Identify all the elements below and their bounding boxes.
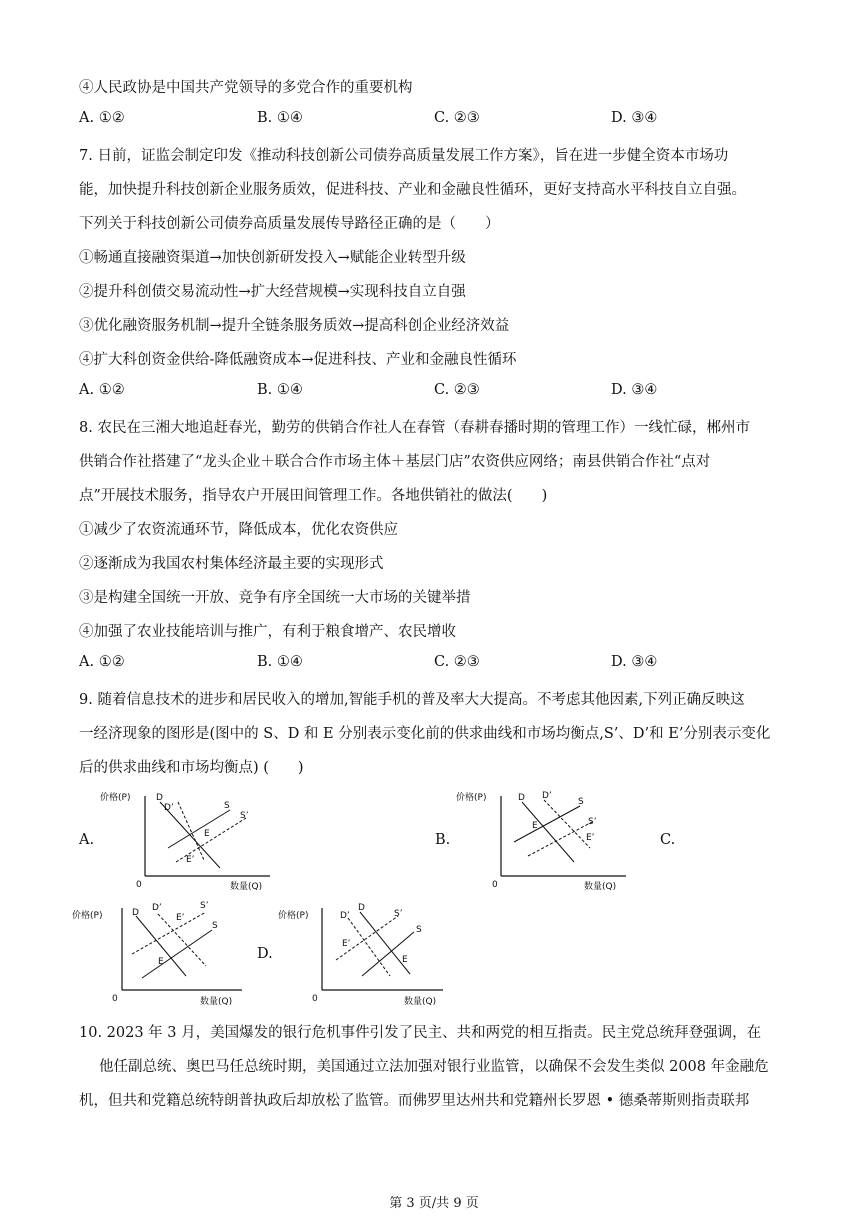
supply-curve-s-prime bbox=[132, 912, 206, 954]
label-d-prime: D’ bbox=[152, 903, 162, 913]
q8-stem-line-3: 点”开展技术服务，指导农户开展田间管理工作。各地供销社的做法( ) bbox=[79, 488, 548, 504]
graph-d bbox=[278, 900, 458, 1014]
q10-stem-line-1: 10. 2023 年 3 月，美国爆发的银行危机事件引发了民主、共和两党的相互指责。民主党总统拜登强调，在 bbox=[79, 1025, 762, 1041]
supply-curve-s bbox=[514, 806, 580, 842]
q7-option-c: C. ②③ bbox=[434, 382, 480, 398]
label-d-prime: D’ bbox=[542, 791, 552, 801]
q8-stem-line-1: 8. 农民在三湘大地追赶春光，勤劳的供销合作社人在春管（春耕春播时期的管理工作）一线忙碌，郴州市 bbox=[79, 420, 750, 436]
q9-stem-line-1: 9. 随着信息技术的进步和居民收入的增加,智能手机的普及率大大提高。不考虑其他因素,下列正确反映这 bbox=[79, 692, 745, 708]
q7-item-4: ④扩大科创资金供给-降低融资成本→促进科技、产业和金融良性循环 bbox=[79, 352, 517, 368]
q6-option-d: D. ③④ bbox=[611, 110, 658, 126]
q7-item-3: ③优化融资服务机制→提升全链条服务质效→提高科创企业经济效益 bbox=[79, 318, 510, 334]
demand-curve-d-prime bbox=[544, 800, 590, 848]
origin-label: 0 bbox=[492, 880, 498, 890]
q6-item-4: ④人民政协是中国共产党领导的多党合作的重要机构 bbox=[79, 80, 413, 96]
label-e-prime: E’ bbox=[186, 855, 195, 865]
label-s-prime: S’ bbox=[588, 817, 597, 827]
q7-item-2: ②提升科创债交易流动性→扩大经营规模→实现科技自立自强 bbox=[79, 284, 466, 300]
q9-option-a-label: A. bbox=[79, 832, 95, 848]
label-e-prime: E’ bbox=[176, 913, 185, 923]
q8-option-a: A. ①② bbox=[79, 654, 125, 670]
q8-item-1: ①减少了农资流通环节，降低成本，优化农资供应 bbox=[79, 522, 398, 538]
label-e: E bbox=[204, 829, 210, 839]
label-d-prime: D’ bbox=[340, 911, 350, 921]
q9-option-c-label: C. bbox=[660, 832, 676, 848]
price-axis-label: 价格(P) bbox=[72, 911, 103, 921]
supply-curve-s bbox=[168, 810, 230, 848]
label-e-prime: E’ bbox=[586, 833, 595, 843]
price-axis-label: 价格(P) bbox=[100, 793, 131, 803]
q7-stem-line-2: 能，加快提升科技创新企业服务质效，促进科技、产业和金融良性循环，更好支持高水平科技自立自强。 bbox=[79, 182, 746, 198]
demand-curve-d bbox=[522, 802, 574, 862]
q10-stem-line-3: 机，但共和党籍总统特朗普执政后却放松了监管。而佛罗里达州共和党籍州长罗恩 • 德桑蒂斯则指责联邦 bbox=[79, 1093, 750, 1109]
label-d: D bbox=[358, 903, 365, 913]
graph-c bbox=[72, 900, 252, 1014]
q6-option-b: B. ①④ bbox=[257, 110, 303, 126]
q9-stem-line-3: 后的供求曲线和市场均衡点) ( ) bbox=[79, 760, 304, 776]
label-s-prime: S’ bbox=[200, 901, 209, 911]
label-e: E bbox=[402, 955, 408, 965]
label-s-prime: S’ bbox=[240, 811, 249, 821]
q10-stem-line-2: 他任副总统、奥巴马任总统时期，美国通过立法加强对银行业监管，以确保不会发生类似 2008 年金融危 bbox=[99, 1059, 769, 1075]
q8-item-4: ④加强了农业技能培训与推广，有利于粮食增产、农民增收 bbox=[79, 624, 456, 640]
graph-b bbox=[456, 788, 636, 902]
q8-option-d: D. ③④ bbox=[611, 654, 658, 670]
origin-label: 0 bbox=[112, 994, 118, 1004]
origin-label: 0 bbox=[136, 880, 142, 890]
label-s: S bbox=[212, 921, 218, 931]
q8-option-b: B. ①④ bbox=[257, 654, 303, 670]
demand-curve-d bbox=[136, 916, 186, 976]
q8-item-2: ②逐渐成为我国农村集体经济最主要的实现形式 bbox=[79, 556, 384, 572]
q7-item-1: ①畅通直接融资渠道→加快创新研发投入→赋能企业转型升级 bbox=[79, 250, 466, 266]
qty-axis-label: 数量(Q) bbox=[584, 882, 617, 892]
q7-option-d: D. ③④ bbox=[611, 382, 658, 398]
label-d: D bbox=[132, 908, 139, 918]
label-s: S bbox=[578, 797, 584, 807]
q7-stem-line-1: 7. 日前，证监会制定印发《推动科技创新公司债券高质量发展工作方案》，旨在进一步健全资本市场功 bbox=[79, 148, 729, 164]
label-d-prime: D’ bbox=[164, 803, 174, 813]
q7-option-b: B. ①④ bbox=[257, 382, 303, 398]
q8-option-c: C. ②③ bbox=[434, 654, 480, 670]
q7-stem-line-3: 下列关于科技创新公司债券高质量发展传导路径正确的是（ ） bbox=[79, 216, 500, 232]
q9-option-b-label: B. bbox=[435, 832, 451, 848]
label-e: E bbox=[158, 957, 164, 967]
label-e: E bbox=[532, 821, 538, 831]
price-axis-label: 价格(P) bbox=[456, 793, 487, 803]
origin-label: 0 bbox=[312, 994, 318, 1004]
label-s: S bbox=[224, 801, 230, 811]
q7-option-a: A. ①② bbox=[79, 382, 125, 398]
q8-item-3: ③是构建全国统一开放、竞争有序全国统一大市场的关键举措 bbox=[79, 590, 471, 606]
qty-axis-label: 数量(Q) bbox=[230, 882, 263, 892]
label-e-prime: E’ bbox=[342, 939, 351, 949]
q6-option-a: A. ①② bbox=[79, 110, 125, 126]
page-footer: 第 3 页/共 9 页 bbox=[389, 1196, 479, 1211]
qty-axis-label: 数量(Q) bbox=[200, 997, 233, 1007]
qty-axis-label: 数量(Q) bbox=[404, 997, 437, 1007]
q9-option-d-label: D. bbox=[257, 946, 273, 962]
label-s-prime: S’ bbox=[394, 909, 403, 919]
label-d: D bbox=[518, 793, 525, 803]
label-s: S bbox=[416, 925, 422, 935]
price-axis-label: 价格(P) bbox=[278, 911, 309, 921]
q6-option-c: C. ②③ bbox=[434, 110, 480, 126]
label-d: D bbox=[156, 793, 163, 803]
supply-curve-s bbox=[142, 930, 212, 978]
q9-stem-line-2: 一经济现象的图形是(图中的 S、D 和 E 分别表示变化前的供求曲线和市场均衡点,S’、D’和 E’分别表示变化 bbox=[79, 726, 771, 742]
graph-a bbox=[100, 788, 280, 902]
demand-curve-d-prime bbox=[178, 802, 204, 860]
q8-stem-line-2: 供销合作社搭建了“龙头企业＋联合合作市场主体＋基层门店”农资供应网络；南县供销合作社“点对 bbox=[79, 454, 711, 470]
